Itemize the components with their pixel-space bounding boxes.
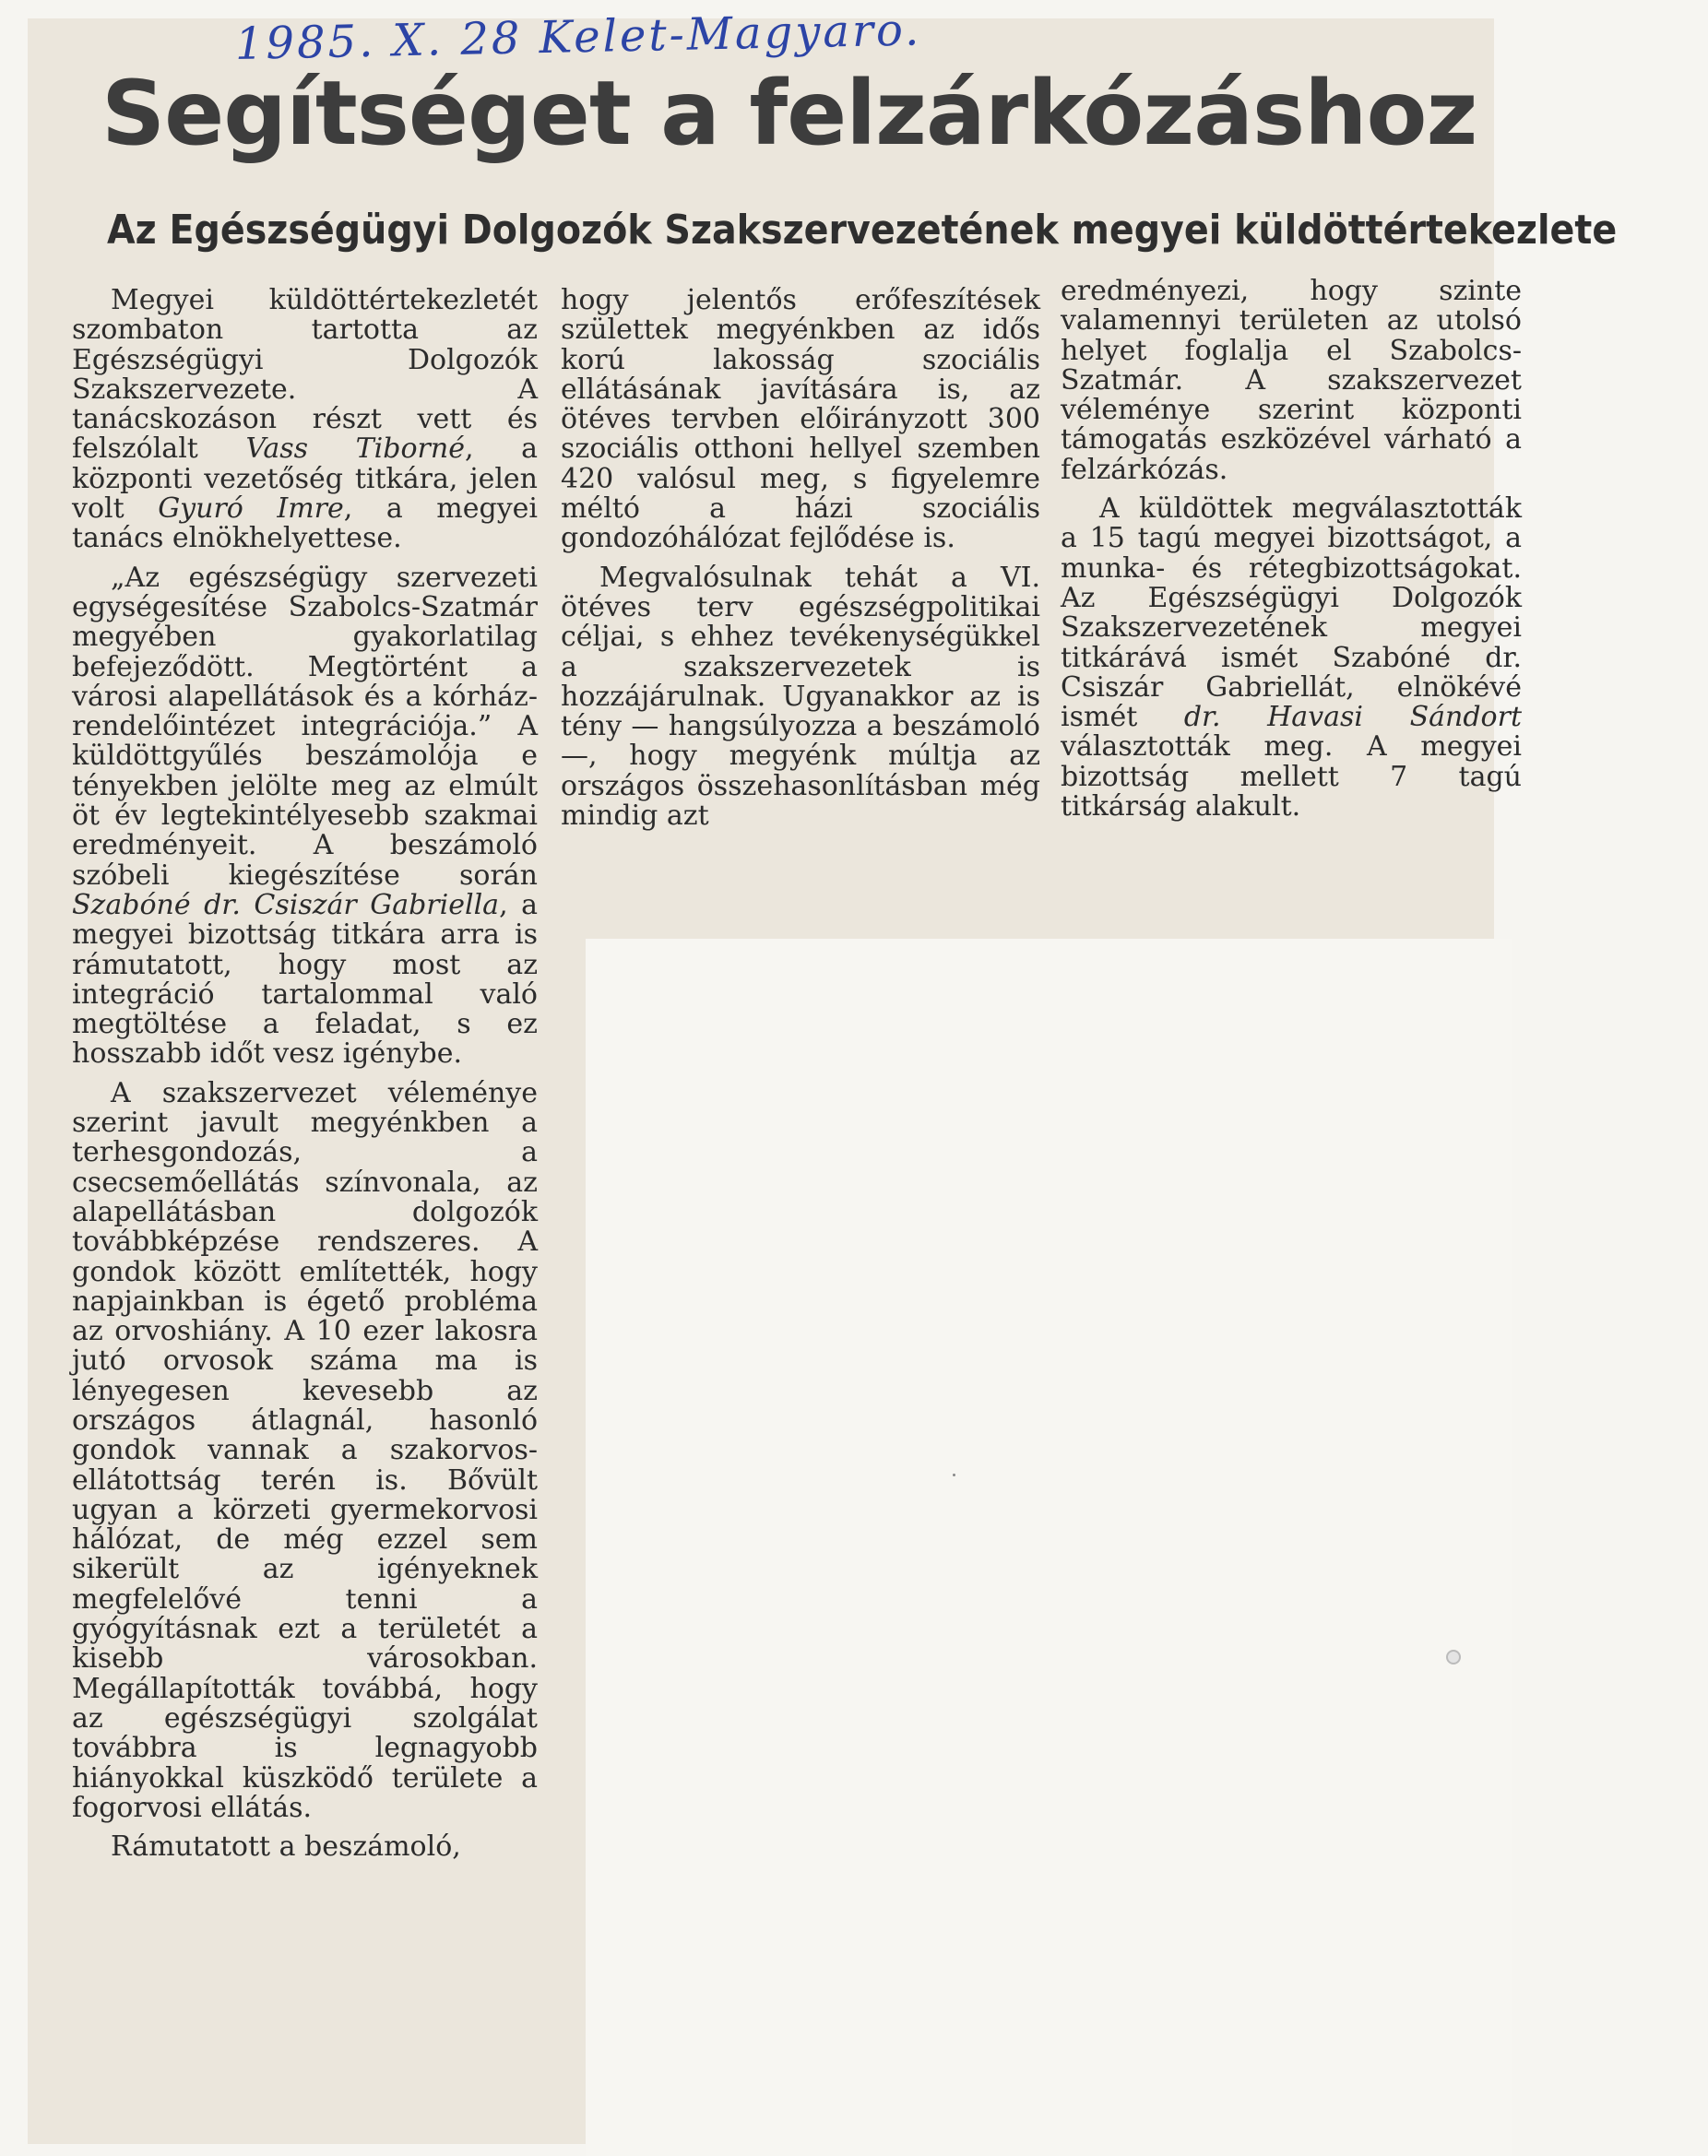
article-column-2 xyxy=(561,286,1040,840)
person-name: dr. Havasi Sándort xyxy=(1183,701,1522,734)
person-name: Vass Tiborné xyxy=(245,432,465,466)
article-column-1 xyxy=(72,286,538,1871)
article-subheadline: Az Egészségügyi Dolgozók Szakszervezetének megyei küldöttértekezlete xyxy=(107,207,1618,254)
paragraph: A szakszervezet véleménye szerint javult megyénkben a terhesgondozás, a csecsemőellátás színvonala, az alapellátásban dolgozók továbbképzése rendszeres. A gondok között említették, hogy napjainkban is égető probléma az orvoshiány. A 10 ezer lakosra jutó orvosok száma ma is lényegesen kevesebb az országos átlagnál, hasonló gondok vannak a szakorvos-ellátottság terén is. Bővült ugyan a körzeti gyermekorvosi hálózat, de még ezzel sem sikerült az igényeknek megfelelővé tenni a gyógyításnak ezt a területét a kisebb városokban. Megállapították továbbá, hogy az egészségügyi szolgálat továbbra is legnagyobb hiányokkal küszködő területe a fogorvosi ellátás. xyxy=(72,1076,538,1824)
text-run: , a központi vezetőség titkára, jelen volt xyxy=(72,432,538,526)
text-run: , a megyei bizottság titkára arra is rámutatott, hogy most az integráció tartalommal való megtöltése a feladat, s ez hosszabb időt vesz igénybe. xyxy=(72,888,539,1071)
paragraph xyxy=(72,286,538,554)
text-run: választották meg. A megyei bizottság mellett 7 tagú titkárság alakult. xyxy=(1061,730,1522,823)
person-name: Gyuró Imre xyxy=(158,492,344,526)
blank-paper-area xyxy=(586,939,1512,2156)
paragraph: Megvalósulnak tehát a VI. ötéves terv egészségpolitikai céljai, s ehhez tevékenységükkel a szakszervezetek is hozzájárulnak. Ugyanakkor az is tény — hangsúlyozza a beszámoló —, hogy megyénk múltja az országos összehasonlításban még mindig azt xyxy=(561,561,1040,833)
text-run: Megyei küldöttértekezletét szombaton tartotta az Egészségügyi Dolgozók Szakszervezete. A tanácskozáson részt vett és felszólalt xyxy=(72,284,538,466)
text-run: , a megyei tanács elnökhelyettese. xyxy=(72,492,538,555)
paragraph: hogy jelentős erőfeszítések születtek megyénkben az idős korú lakosság szociális ellátásának javítására is, az ötéves tervben előirányzott 300 szociális otthoni hellyel szemben 420 valósul meg, s figyelemre méltó a házi szociális gondozóhálózat fejlődése is. xyxy=(561,284,1040,555)
text-run: A küldöttek megválasztották a 15 tagú megyei bizottságot, a munka- és rétegbizottságokat. Az Egészségügyi Dolgozók Szakszervezetének megyei titkárává ismét Szabóné dr. Csiszár Gabriellát, elnökévé ismét xyxy=(1061,492,1522,734)
punch-hole-mark xyxy=(1446,1650,1461,1664)
article-headline: Segítséget a felzárkózáshoz xyxy=(101,62,1477,165)
paragraph: eredményezi, hogy szinte valamennyi területen az utolsó helyet foglalja el Szabolcs-Szatmár. A szakszervezet véleménye szerint központi támogatás eszközével várható a felzárkózás. xyxy=(1061,275,1522,486)
text-run: „Az egészségügy szervezeti egységesítése Szabolcs-Szatmár megyében gyakorlatilag befejeződött. Megtörtént a városi alapellátások és a kórház-rendelőintézet integrációja.” A küldöttgyűlés beszámolója e tényekben jelölte meg az elmúlt öt év legtekintélyesebb szakmai eredményeit. A beszámoló szóbeli kiegészítése során xyxy=(72,561,538,892)
paragraph xyxy=(72,563,538,1070)
person-name: Szabóné dr. Csiszár Gabriella xyxy=(72,888,500,921)
article-column-3 xyxy=(1061,277,1522,831)
paragraph: Rámutatott a beszámoló, xyxy=(111,1830,461,1864)
handwritten-date-note: 1985. X. 28 Kelet-Magyaro. xyxy=(234,4,922,70)
ink-speck xyxy=(953,1474,955,1476)
paragraph xyxy=(1061,494,1522,822)
